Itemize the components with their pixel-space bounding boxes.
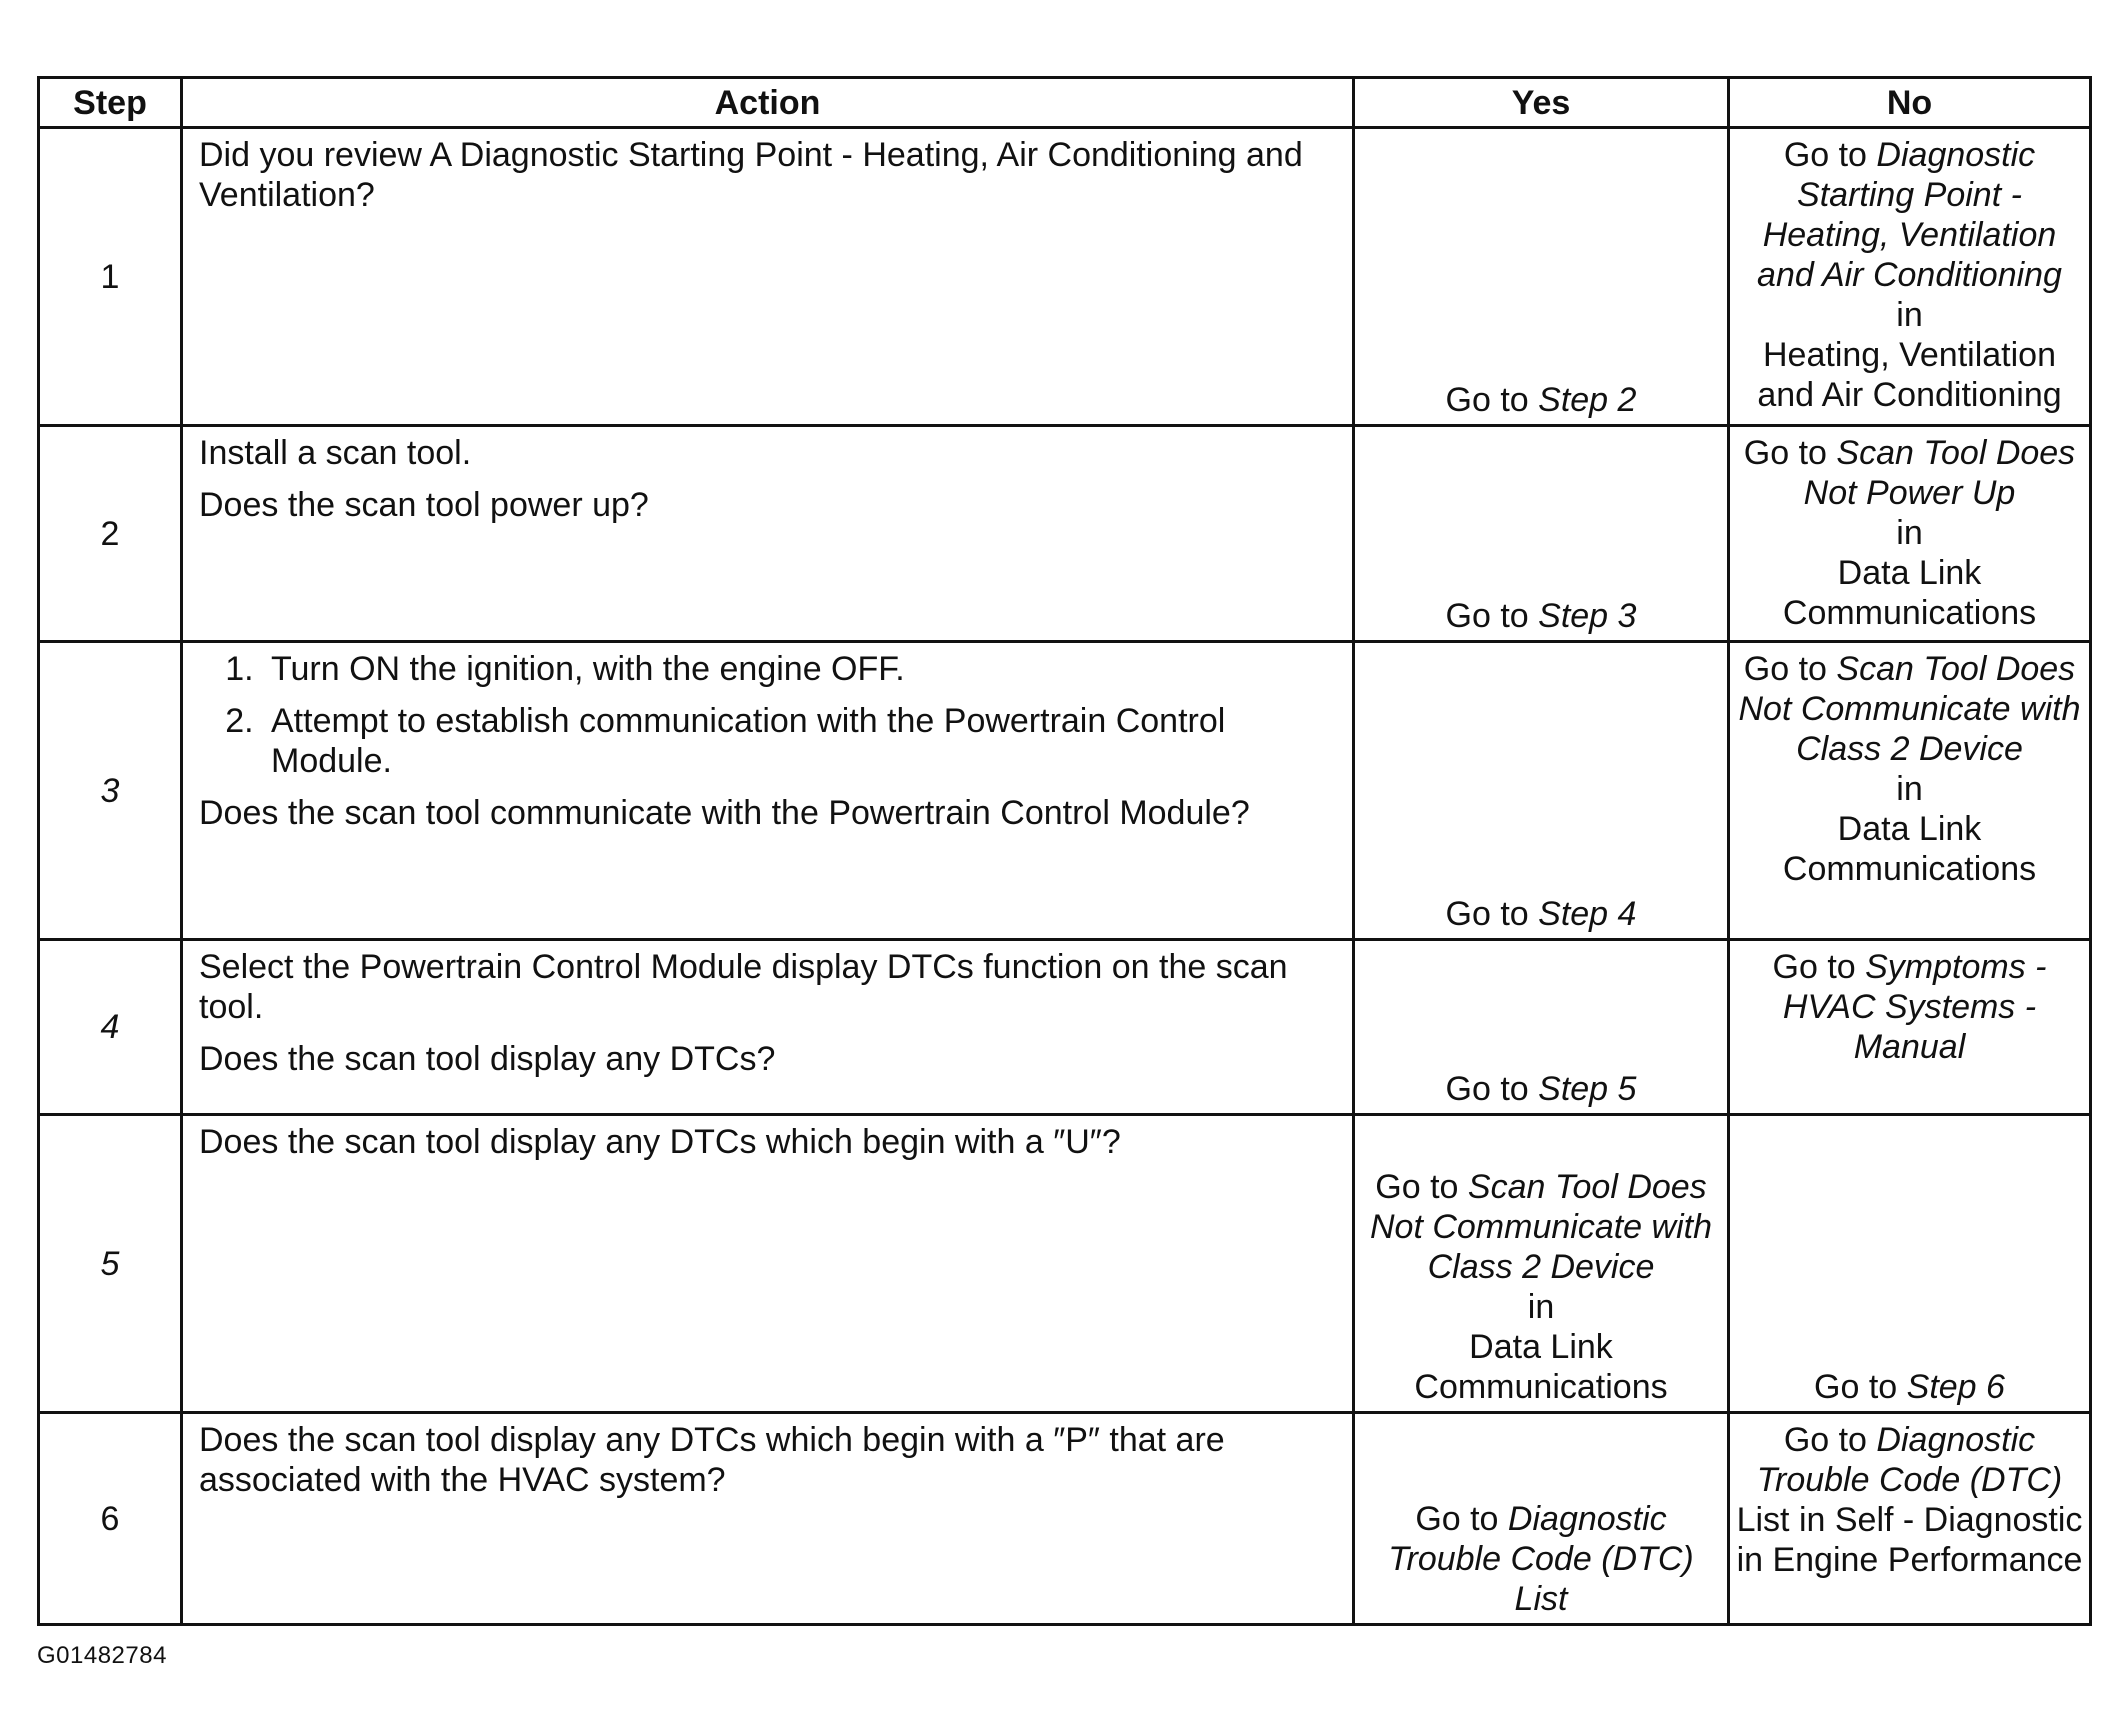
action-question: Does the scan tool power up?: [199, 486, 649, 524]
action-question: Does the scan tool communicate with the Powertrain Control Module?: [199, 794, 1250, 832]
header-yes: Yes: [1354, 78, 1729, 128]
action-cell: [182, 1115, 1354, 1413]
yes-cell: [1354, 642, 1729, 940]
no-cell: [1729, 128, 2091, 426]
no-cell: [1729, 1413, 2091, 1625]
no-link[interactable]: Diagnostic Trouble Code (DTC): [1756, 1421, 2063, 1499]
step-number: 1: [39, 128, 182, 426]
yes-prefix: Go to: [1375, 1168, 1468, 1206]
table-row: [39, 940, 2091, 1115]
no-in: in: [1896, 770, 1923, 808]
action-text: Install a scan tool.: [199, 434, 472, 472]
table-row: [39, 426, 2091, 642]
no-cell: [1729, 1115, 2091, 1413]
yes-prefix: Go to: [1445, 381, 1539, 419]
no-link[interactable]: Diagnostic Starting Point - Heating, Ventilation and Air Conditioning: [1757, 136, 2062, 294]
no-in: in: [1896, 514, 1923, 552]
header-no: No: [1729, 78, 2091, 128]
no-link[interactable]: Scan Tool Does Not Communicate with Class 2 Device: [1738, 650, 2081, 768]
no-link[interactable]: Symptoms - HVAC Systems - Manual: [1782, 948, 2047, 1066]
yes-prefix: Go to: [1415, 1500, 1508, 1538]
yes-prefix: Go to: [1445, 597, 1539, 635]
action-cell: [182, 642, 1354, 940]
table-row: [39, 642, 2091, 940]
step-number: 3: [39, 642, 182, 940]
yes-link[interactable]: Diagnostic Trouble Code (DTC) List: [1388, 1500, 1694, 1618]
yes-prefix: Go to: [1445, 895, 1539, 933]
table-row: [39, 1115, 2091, 1413]
action-text: Select the Powertrain Control Module display DTCs function on the scan tool.: [199, 948, 1288, 1026]
step-number: 5: [39, 1115, 182, 1413]
yes-cell: [1354, 128, 1729, 426]
no-in: in: [1896, 296, 1923, 334]
no-prefix: Go to: [1743, 434, 1837, 472]
action-cell: [182, 1413, 1354, 1625]
list-item: 2. Attempt to establish communication with the Powertrain Control Module.: [263, 701, 1338, 781]
action-text: Does the scan tool display any DTCs which begin with a ″P″ that are associated with the HVAC system?: [199, 1421, 1225, 1499]
no-cell: [1729, 940, 2091, 1115]
step-number: 2: [39, 426, 182, 642]
no-prefix: Go to: [1814, 1368, 1907, 1406]
yes-cell: [1354, 940, 1729, 1115]
yes-cell: [1354, 1115, 1729, 1413]
action-text: Did you review A Diagnostic Starting Point - Heating, Air Conditioning and Ventilation?: [199, 136, 1303, 214]
action-cell: [182, 128, 1354, 426]
no-prefix: Go to: [1783, 136, 1877, 174]
no-link[interactable]: Scan Tool Does Not Power Up: [1803, 434, 2076, 512]
diagnostic-table: [37, 76, 2092, 1626]
yes-in: in: [1527, 1288, 1555, 1326]
no-section: Data Link Communications: [1782, 554, 2037, 632]
yes-link[interactable]: Step 5: [1538, 1070, 1637, 1108]
no-prefix: Go to: [1772, 948, 1866, 986]
no-section: Heating, Ventilation and Air Conditioning: [1757, 336, 2062, 414]
no-prefix: Go to: [1743, 650, 1837, 688]
list-item: 1. Turn ON the ignition, with the engine OFF.: [263, 649, 1338, 689]
action-cell: [182, 426, 1354, 642]
action-steps-list: [199, 649, 1338, 781]
no-link[interactable]: Step 6: [1906, 1368, 2005, 1406]
header-step: Step: [39, 78, 182, 128]
no-prefix: Go to: [1783, 1421, 1877, 1459]
action-text: Does the scan tool display any DTCs which begin with a ″U″?: [199, 1123, 1121, 1161]
yes-link[interactable]: Step 4: [1538, 895, 1637, 933]
yes-cell: [1354, 1413, 1729, 1625]
no-cell: [1729, 642, 2091, 940]
figure-id: G01482784: [37, 1642, 167, 1669]
yes-link[interactable]: Step 3: [1538, 597, 1637, 635]
step-number: 6: [39, 1413, 182, 1625]
action-question: Does the scan tool display any DTCs?: [199, 1040, 776, 1078]
no-cell: [1729, 426, 2091, 642]
step-number: 4: [39, 940, 182, 1115]
yes-cell: [1354, 426, 1729, 642]
no-rest: List in Self - Diagnostic in Engine Performance: [1736, 1501, 2083, 1579]
table-row: [39, 128, 2091, 426]
header-action: Action: [182, 78, 1354, 128]
table-row: [39, 1413, 2091, 1625]
no-section: Data Link Communications: [1782, 810, 2037, 888]
yes-prefix: Go to: [1445, 1070, 1539, 1108]
yes-link[interactable]: Step 2: [1538, 381, 1637, 419]
action-cell: [182, 940, 1354, 1115]
yes-link[interactable]: Scan Tool Does Not Communicate with Class 2 Device: [1369, 1168, 1712, 1286]
yes-section: Data Link Communications: [1414, 1328, 1668, 1406]
header-row: [39, 78, 2091, 128]
